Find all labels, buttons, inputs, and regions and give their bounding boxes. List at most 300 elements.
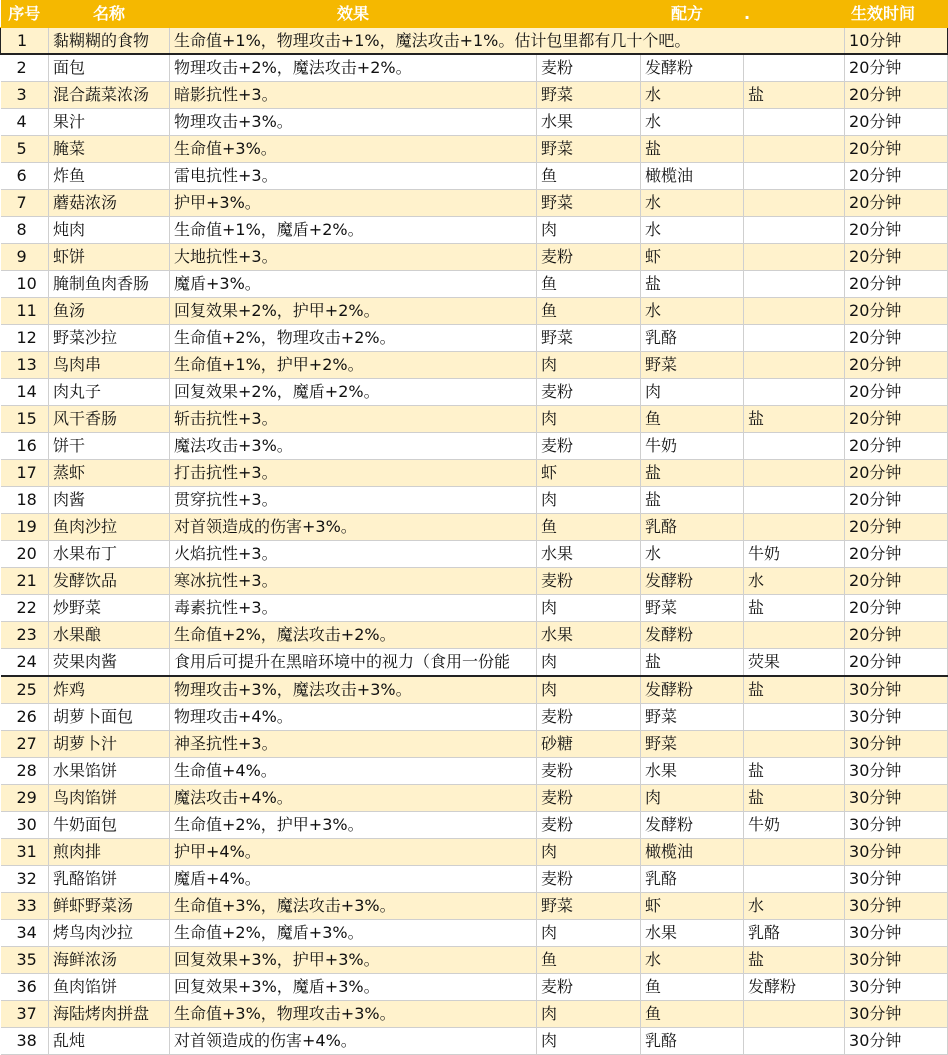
cell-time[interactable]: 30分钟	[845, 812, 948, 839]
cell-idx[interactable]: 19	[1, 514, 49, 541]
cell-idx[interactable]: 6	[1, 163, 49, 190]
table-row	[1, 920, 948, 947]
cell-ingredient-1[interactable]: 麦粉	[537, 704, 641, 731]
cell-name[interactable]: 煎肉排	[49, 839, 170, 866]
cell-name[interactable]: 黏糊糊的食物	[49, 28, 170, 55]
cell-ingredient-1[interactable]: 肉	[537, 595, 641, 622]
cell-time[interactable]: 20分钟	[845, 136, 948, 163]
cell-time[interactable]: 30分钟	[845, 866, 948, 893]
cell-ingredient-2[interactable]: 野菜	[641, 731, 744, 758]
cell-effect[interactable]: 护甲+4%。	[170, 839, 537, 866]
cell-time[interactable]: 30分钟	[845, 893, 948, 920]
cell-ingredient-2[interactable]: 鱼	[641, 1001, 744, 1028]
cell-effect[interactable]: 回复效果+2%，魔盾+2%。	[170, 379, 537, 406]
header-recipe[interactable]: 配方	[537, 0, 744, 28]
cell-time[interactable]: 30分钟	[845, 785, 948, 812]
cell-time[interactable]: 20分钟	[845, 352, 948, 379]
cell-name[interactable]: 鱼肉沙拉	[49, 514, 170, 541]
cell-name[interactable]: 鸟肉馅饼	[49, 785, 170, 812]
table-row	[1, 271, 948, 298]
table-row	[1, 433, 948, 460]
table-row	[1, 487, 948, 514]
cell-time[interactable]: 20分钟	[845, 460, 948, 487]
cell-idx[interactable]: 29	[1, 785, 49, 812]
cell-ingredient-1[interactable]: 鱼	[537, 298, 641, 325]
cell-effect[interactable]: 生命值+2%，物理攻击+2%。	[170, 325, 537, 352]
table-row	[1, 866, 948, 893]
cell-ingredient-2[interactable]: 盐	[641, 460, 744, 487]
cell-ingredient-1[interactable]: 麦粉	[537, 866, 641, 893]
cell-idx[interactable]: 2	[1, 54, 49, 82]
cell-ingredient-2[interactable]: 水	[641, 190, 744, 217]
cell-ingredient-1[interactable]: 肉	[537, 649, 641, 677]
cell-ingredient-2[interactable]: 橄榄油	[641, 163, 744, 190]
cell-idx[interactable]: 38	[1, 1028, 49, 1055]
cell-idx[interactable]: 24	[1, 649, 49, 677]
cell-name[interactable]: 海鲜浓汤	[49, 947, 170, 974]
cell-effect[interactable]: 生命值+2%，魔法攻击+2%。	[170, 622, 537, 649]
cell-ingredient-2[interactable]: 水果	[641, 920, 744, 947]
cell-ingredient-1[interactable]: 野菜	[537, 82, 641, 109]
cell-effect[interactable]: 神圣抗性+3。	[170, 731, 537, 758]
cell-ingredient-3[interactable]	[744, 514, 845, 541]
cell-name[interactable]: 牛奶面包	[49, 812, 170, 839]
cell-idx[interactable]: 21	[1, 568, 49, 595]
cell-name[interactable]: 炒野菜	[49, 595, 170, 622]
cell-name[interactable]: 鱼肉馅饼	[49, 974, 170, 1001]
table-row	[1, 406, 948, 433]
cell-effect[interactable]: 回复效果+2%，护甲+2%。	[170, 298, 537, 325]
cell-idx[interactable]: 20	[1, 541, 49, 568]
cell-ingredient-3[interactable]	[744, 731, 845, 758]
cell-ingredient-2[interactable]: 肉	[641, 379, 744, 406]
cell-time[interactable]: 20分钟	[845, 406, 948, 433]
cell-time[interactable]: 20分钟	[845, 433, 948, 460]
cell-name[interactable]: 水果布丁	[49, 541, 170, 568]
cell-ingredient-1[interactable]: 肉	[537, 406, 641, 433]
cell-idx[interactable]: 9	[1, 244, 49, 271]
cell-ingredient-3[interactable]: 盐	[744, 758, 845, 785]
cell-idx[interactable]: 12	[1, 325, 49, 352]
cell-ingredient-2[interactable]: 水	[641, 541, 744, 568]
cell-ingredient-3[interactable]	[744, 487, 845, 514]
cell-idx[interactable]: 28	[1, 758, 49, 785]
cell-ingredient-2[interactable]: 乳酪	[641, 325, 744, 352]
cell-name[interactable]: 胡萝卜汁	[49, 731, 170, 758]
cell-name[interactable]: 鱼汤	[49, 298, 170, 325]
table-row	[1, 217, 948, 244]
table-row	[1, 109, 948, 136]
cell-ingredient-1[interactable]: 水果	[537, 109, 641, 136]
cell-name[interactable]: 腌制鱼肉香肠	[49, 271, 170, 298]
cell-effect[interactable]: 大地抗性+3。	[170, 244, 537, 271]
cell-effect[interactable]: 对首领造成的伤害+4%。	[170, 1028, 537, 1055]
cell-ingredient-2[interactable]: 乳酪	[641, 1028, 744, 1055]
cell-ingredient-1[interactable]: 砂糖	[537, 731, 641, 758]
cell-time[interactable]: 20分钟	[845, 244, 948, 271]
cell-ingredient-2[interactable]: 乳酪	[641, 514, 744, 541]
table-row	[1, 812, 948, 839]
cell-effect[interactable]: 物理攻击+3%。	[170, 109, 537, 136]
cell-idx[interactable]: 1	[1, 28, 49, 55]
cell-ingredient-2[interactable]: 水	[641, 217, 744, 244]
cell-ingredient-1[interactable]: 麦粉	[537, 974, 641, 1001]
cell-time[interactable]: 20分钟	[845, 487, 948, 514]
cell-ingredient-2[interactable]: 盐	[641, 487, 744, 514]
cell-ingredient-3[interactable]: 发酵粉	[744, 974, 845, 1001]
cell-effect[interactable]: 物理攻击+2%，魔法攻击+2%。	[170, 54, 537, 82]
cell-ingredient-3[interactable]	[744, 704, 845, 731]
cell-ingredient-2[interactable]: 发酵粉	[641, 676, 744, 704]
table-row	[1, 298, 948, 325]
cell-name[interactable]: 蒸虾	[49, 460, 170, 487]
cell-ingredient-2[interactable]: 发酵粉	[641, 568, 744, 595]
cell-name[interactable]: 炖肉	[49, 217, 170, 244]
table-row	[1, 379, 948, 406]
cell-ingredient-1[interactable]: 肉	[537, 1001, 641, 1028]
cell-ingredient-2[interactable]: 橄榄油	[641, 839, 744, 866]
table-row	[1, 163, 948, 190]
cell-effect[interactable]: 生命值+3%。	[170, 136, 537, 163]
cell-name[interactable]: 炸鱼	[49, 163, 170, 190]
cell-time[interactable]: 20分钟	[845, 298, 948, 325]
cell-idx[interactable]: 34	[1, 920, 49, 947]
cell-idx[interactable]: 35	[1, 947, 49, 974]
cell-time[interactable]: 20分钟	[845, 217, 948, 244]
cell-name[interactable]: 鸟肉串	[49, 352, 170, 379]
cell-ingredient-3[interactable]	[744, 136, 845, 163]
cell-name[interactable]: 面包	[49, 54, 170, 82]
cell-idx[interactable]: 13	[1, 352, 49, 379]
cell-ingredient-2[interactable]: 盐	[641, 649, 744, 677]
cell-idx[interactable]: 15	[1, 406, 49, 433]
cell-effect[interactable]: 毒素抗性+3。	[170, 595, 537, 622]
cell-time[interactable]: 10分钟	[845, 28, 948, 55]
cell-ingredient-1[interactable]: 水果	[537, 541, 641, 568]
cell-name[interactable]: 腌菜	[49, 136, 170, 163]
cell-ingredient-3[interactable]: 水	[744, 568, 845, 595]
cell-effect[interactable]: 斩击抗性+3。	[170, 406, 537, 433]
cell-ingredient-1[interactable]: 麦粉	[537, 379, 641, 406]
cell-ingredient-3[interactable]	[744, 217, 845, 244]
cell-ingredient-3[interactable]	[744, 1001, 845, 1028]
cell-ingredient-1[interactable]: 鱼	[537, 514, 641, 541]
cell-ingredient-2[interactable]: 鱼	[641, 406, 744, 433]
cell-effect[interactable]: 雷电抗性+3。	[170, 163, 537, 190]
cell-idx[interactable]: 26	[1, 704, 49, 731]
cell-ingredient-2[interactable]: 发酵粉	[641, 622, 744, 649]
cell-time[interactable]: 30分钟	[845, 920, 948, 947]
header-recipe-dot[interactable]: .	[744, 0, 845, 28]
cell-name[interactable]: 胡萝卜面包	[49, 704, 170, 731]
cell-ingredient-1[interactable]: 麦粉	[537, 54, 641, 82]
cell-name[interactable]: 发酵饮品	[49, 568, 170, 595]
cell-time[interactable]: 20分钟	[845, 325, 948, 352]
cell-idx[interactable]: 8	[1, 217, 49, 244]
cell-ingredient-3[interactable]	[744, 271, 845, 298]
cell-effect[interactable]: 贯穿抗性+3。	[170, 487, 537, 514]
cell-effect[interactable]: 生命值+1%，物理攻击+1%，魔法攻击+1%。估计包里都有几十个吧。	[170, 28, 845, 55]
cell-idx[interactable]: 36	[1, 974, 49, 1001]
cell-time[interactable]: 20分钟	[845, 82, 948, 109]
cell-effect[interactable]: 魔法攻击+3%。	[170, 433, 537, 460]
cell-effect[interactable]: 生命值+2%，护甲+3%。	[170, 812, 537, 839]
cell-ingredient-3[interactable]: 盐	[744, 947, 845, 974]
cell-ingredient-2[interactable]: 乳酪	[641, 866, 744, 893]
cell-ingredient-3[interactable]	[744, 109, 845, 136]
cell-idx[interactable]: 18	[1, 487, 49, 514]
cell-ingredient-3[interactable]	[744, 622, 845, 649]
cell-time[interactable]: 20分钟	[845, 595, 948, 622]
cell-name[interactable]: 乱炖	[49, 1028, 170, 1055]
cell-ingredient-2[interactable]: 水	[641, 947, 744, 974]
cell-ingredient-3[interactable]: 盐	[744, 785, 845, 812]
cell-ingredient-3[interactable]	[744, 433, 845, 460]
cell-name[interactable]: 果汁	[49, 109, 170, 136]
cell-ingredient-3[interactable]: 盐	[744, 82, 845, 109]
cell-name[interactable]: 肉丸子	[49, 379, 170, 406]
cell-ingredient-3[interactable]: 盐	[744, 676, 845, 704]
header-idx[interactable]: 序号	[1, 0, 49, 28]
header-effect[interactable]: 效果	[170, 0, 537, 28]
cell-ingredient-3[interactable]	[744, 190, 845, 217]
cell-time[interactable]: 30分钟	[845, 974, 948, 1001]
table-row	[1, 622, 948, 649]
cell-ingredient-3[interactable]	[744, 839, 845, 866]
cell-ingredient-3[interactable]: 荧果	[744, 649, 845, 677]
cell-ingredient-3[interactable]	[744, 163, 845, 190]
cell-time[interactable]: 30分钟	[845, 1001, 948, 1028]
cell-ingredient-2[interactable]: 发酵粉	[641, 54, 744, 82]
cell-ingredient-3[interactable]: 牛奶	[744, 541, 845, 568]
cell-effect[interactable]: 火焰抗性+3。	[170, 541, 537, 568]
cell-time[interactable]: 20分钟	[845, 649, 948, 677]
cell-idx[interactable]: 5	[1, 136, 49, 163]
cell-effect[interactable]: 生命值+3%，魔法攻击+3%。	[170, 893, 537, 920]
cell-idx[interactable]: 22	[1, 595, 49, 622]
table-row	[1, 704, 948, 731]
cell-ingredient-1[interactable]: 麦粉	[537, 758, 641, 785]
cell-effect[interactable]: 生命值+3%，物理攻击+3%。	[170, 1001, 537, 1028]
table-row	[1, 568, 948, 595]
cell-time[interactable]: 20分钟	[845, 622, 948, 649]
cell-name[interactable]: 野菜沙拉	[49, 325, 170, 352]
cell-ingredient-2[interactable]: 虾	[641, 893, 744, 920]
cell-name[interactable]: 肉酱	[49, 487, 170, 514]
table-row	[1, 731, 948, 758]
cell-ingredient-3[interactable]: 盐	[744, 406, 845, 433]
table-row	[1, 649, 948, 677]
cell-time[interactable]: 30分钟	[845, 839, 948, 866]
cell-ingredient-1[interactable]: 鱼	[537, 271, 641, 298]
cell-idx[interactable]: 7	[1, 190, 49, 217]
cell-ingredient-2[interactable]: 虾	[641, 244, 744, 271]
cell-time[interactable]: 20分钟	[845, 109, 948, 136]
cell-ingredient-2[interactable]: 野菜	[641, 704, 744, 731]
cell-time[interactable]: 30分钟	[845, 731, 948, 758]
cell-ingredient-1[interactable]: 野菜	[537, 136, 641, 163]
cell-ingredient-1[interactable]: 虾	[537, 460, 641, 487]
cell-ingredient-3[interactable]	[744, 352, 845, 379]
cell-idx[interactable]: 33	[1, 893, 49, 920]
cell-idx[interactable]: 11	[1, 298, 49, 325]
cell-effect[interactable]: 魔盾+3%。	[170, 271, 537, 298]
cell-idx[interactable]: 17	[1, 460, 49, 487]
cell-name[interactable]: 烤鸟肉沙拉	[49, 920, 170, 947]
cell-ingredient-2[interactable]: 水果	[641, 758, 744, 785]
cell-effect[interactable]: 生命值+2%，魔盾+3%。	[170, 920, 537, 947]
cell-time[interactable]: 30分钟	[845, 676, 948, 704]
cell-ingredient-3[interactable]	[744, 460, 845, 487]
cell-time[interactable]: 20分钟	[845, 54, 948, 82]
cell-ingredient-1[interactable]: 肉	[537, 920, 641, 947]
cell-ingredient-3[interactable]: 乳酪	[744, 920, 845, 947]
cell-ingredient-3[interactable]	[744, 866, 845, 893]
cell-idx[interactable]: 25	[1, 676, 49, 704]
cell-time[interactable]: 30分钟	[845, 758, 948, 785]
cell-ingredient-3[interactable]	[744, 298, 845, 325]
table-row	[1, 1028, 948, 1055]
cell-idx[interactable]: 30	[1, 812, 49, 839]
cell-effect[interactable]: 魔法攻击+4%。	[170, 785, 537, 812]
cell-ingredient-2[interactable]: 野菜	[641, 595, 744, 622]
cell-idx[interactable]: 10	[1, 271, 49, 298]
cell-ingredient-3[interactable]	[744, 244, 845, 271]
cell-effect[interactable]: 生命值+1%，魔盾+2%。	[170, 217, 537, 244]
cell-name[interactable]: 荧果肉酱	[49, 649, 170, 677]
cell-ingredient-1[interactable]: 麦粉	[537, 785, 641, 812]
cell-time[interactable]: 30分钟	[845, 1028, 948, 1055]
cell-name[interactable]: 风干香肠	[49, 406, 170, 433]
cell-time[interactable]: 20分钟	[845, 514, 948, 541]
cell-effect[interactable]: 打击抗性+3。	[170, 460, 537, 487]
cell-effect[interactable]: 生命值+1%，护甲+2%。	[170, 352, 537, 379]
table-row	[1, 947, 948, 974]
cell-name[interactable]: 水果酿	[49, 622, 170, 649]
cell-effect[interactable]: 护甲+3%。	[170, 190, 537, 217]
cell-idx[interactable]: 32	[1, 866, 49, 893]
cell-name[interactable]: 虾饼	[49, 244, 170, 271]
cell-name[interactable]: 海陆烤肉拼盘	[49, 1001, 170, 1028]
cell-ingredient-2[interactable]: 盐	[641, 271, 744, 298]
cell-effect[interactable]: 回复效果+3%，护甲+3%。	[170, 947, 537, 974]
cell-effect[interactable]: 物理攻击+4%。	[170, 704, 537, 731]
cell-ingredient-1[interactable]: 野菜	[537, 893, 641, 920]
cell-effect[interactable]: 生命值+4%。	[170, 758, 537, 785]
cell-time[interactable]: 20分钟	[845, 568, 948, 595]
cell-ingredient-1[interactable]: 肉	[537, 352, 641, 379]
cell-time[interactable]: 20分钟	[845, 190, 948, 217]
cell-effect[interactable]: 魔盾+4%。	[170, 866, 537, 893]
cell-ingredient-1[interactable]: 麦粉	[537, 244, 641, 271]
cell-ingredient-1[interactable]: 鱼	[537, 163, 641, 190]
cell-ingredient-3[interactable]	[744, 1028, 845, 1055]
cell-ingredient-1[interactable]: 麦粉	[537, 568, 641, 595]
cell-ingredient-2[interactable]: 水	[641, 109, 744, 136]
cell-ingredient-3[interactable]	[744, 325, 845, 352]
table-row	[1, 54, 948, 82]
cell-ingredient-1[interactable]: 野菜	[537, 325, 641, 352]
header-name[interactable]: 名称	[49, 0, 170, 28]
cell-time[interactable]: 20分钟	[845, 163, 948, 190]
cell-time[interactable]: 20分钟	[845, 541, 948, 568]
cell-ingredient-1[interactable]: 肉	[537, 1028, 641, 1055]
cell-ingredient-2[interactable]: 发酵粉	[641, 812, 744, 839]
table-row	[1, 352, 948, 379]
table-row	[1, 839, 948, 866]
cell-ingredient-1[interactable]: 水果	[537, 622, 641, 649]
cell-ingredient-2[interactable]: 鱼	[641, 974, 744, 1001]
cell-ingredient-3[interactable]: 盐	[744, 595, 845, 622]
cell-ingredient-2[interactable]: 水	[641, 82, 744, 109]
cell-ingredient-3[interactable]: 水	[744, 893, 845, 920]
cell-ingredient-1[interactable]: 鱼	[537, 947, 641, 974]
cell-time[interactable]: 20分钟	[845, 271, 948, 298]
cell-ingredient-1[interactable]: 麦粉	[537, 812, 641, 839]
cell-effect[interactable]: 食用后可提升在黑暗环境中的视力（食用一份能	[170, 649, 537, 677]
cell-effect[interactable]: 回复效果+3%，魔盾+3%。	[170, 974, 537, 1001]
cell-name[interactable]: 鲜虾野菜汤	[49, 893, 170, 920]
table-row	[1, 460, 948, 487]
cell-idx[interactable]: 3	[1, 82, 49, 109]
cell-name[interactable]: 炸鸡	[49, 676, 170, 704]
cell-effect[interactable]: 暗影抗性+3。	[170, 82, 537, 109]
cell-idx[interactable]: 14	[1, 379, 49, 406]
cell-ingredient-2[interactable]: 盐	[641, 136, 744, 163]
cell-idx[interactable]: 4	[1, 109, 49, 136]
table-row	[1, 136, 948, 163]
cell-ingredient-2[interactable]: 肉	[641, 785, 744, 812]
cell-ingredient-1[interactable]: 肉	[537, 839, 641, 866]
cell-ingredient-2[interactable]: 野菜	[641, 352, 744, 379]
cell-ingredient-1[interactable]: 肉	[537, 217, 641, 244]
cell-name[interactable]: 饼干	[49, 433, 170, 460]
cell-time[interactable]: 30分钟	[845, 947, 948, 974]
cell-time[interactable]: 20分钟	[845, 379, 948, 406]
cell-ingredient-1[interactable]: 麦粉	[537, 433, 641, 460]
table-row	[1, 676, 948, 704]
cell-effect[interactable]: 寒冰抗性+3。	[170, 568, 537, 595]
table-row	[1, 758, 948, 785]
cell-ingredient-2[interactable]: 水	[641, 298, 744, 325]
table-row	[1, 541, 948, 568]
cell-effect[interactable]: 物理攻击+3%，魔法攻击+3%。	[170, 676, 537, 704]
table-row	[1, 28, 948, 55]
cell-ingredient-1[interactable]: 肉	[537, 487, 641, 514]
cell-time[interactable]: 30分钟	[845, 704, 948, 731]
cell-name[interactable]: 水果馅饼	[49, 758, 170, 785]
table-row	[1, 785, 948, 812]
table-row	[1, 190, 948, 217]
cell-ingredient-3[interactable]: 牛奶	[744, 812, 845, 839]
cell-ingredient-2[interactable]: 牛奶	[641, 433, 744, 460]
cell-ingredient-1[interactable]: 野菜	[537, 190, 641, 217]
table-row	[1, 974, 948, 1001]
cell-ingredient-3[interactable]	[744, 379, 845, 406]
cell-name[interactable]: 蘑菇浓汤	[49, 190, 170, 217]
cell-idx[interactable]: 37	[1, 1001, 49, 1028]
cell-idx[interactable]: 23	[1, 622, 49, 649]
cell-ingredient-1[interactable]: 肉	[537, 676, 641, 704]
header-time[interactable]: 生效时间	[845, 0, 948, 28]
cell-idx[interactable]: 16	[1, 433, 49, 460]
cell-name[interactable]: 混合蔬菜浓汤	[49, 82, 170, 109]
cell-effect[interactable]: 对首领造成的伤害+3%。	[170, 514, 537, 541]
cell-name[interactable]: 乳酪馅饼	[49, 866, 170, 893]
cell-idx[interactable]: 27	[1, 731, 49, 758]
cell-idx[interactable]: 31	[1, 839, 49, 866]
cell-ingredient-3[interactable]	[744, 54, 845, 82]
